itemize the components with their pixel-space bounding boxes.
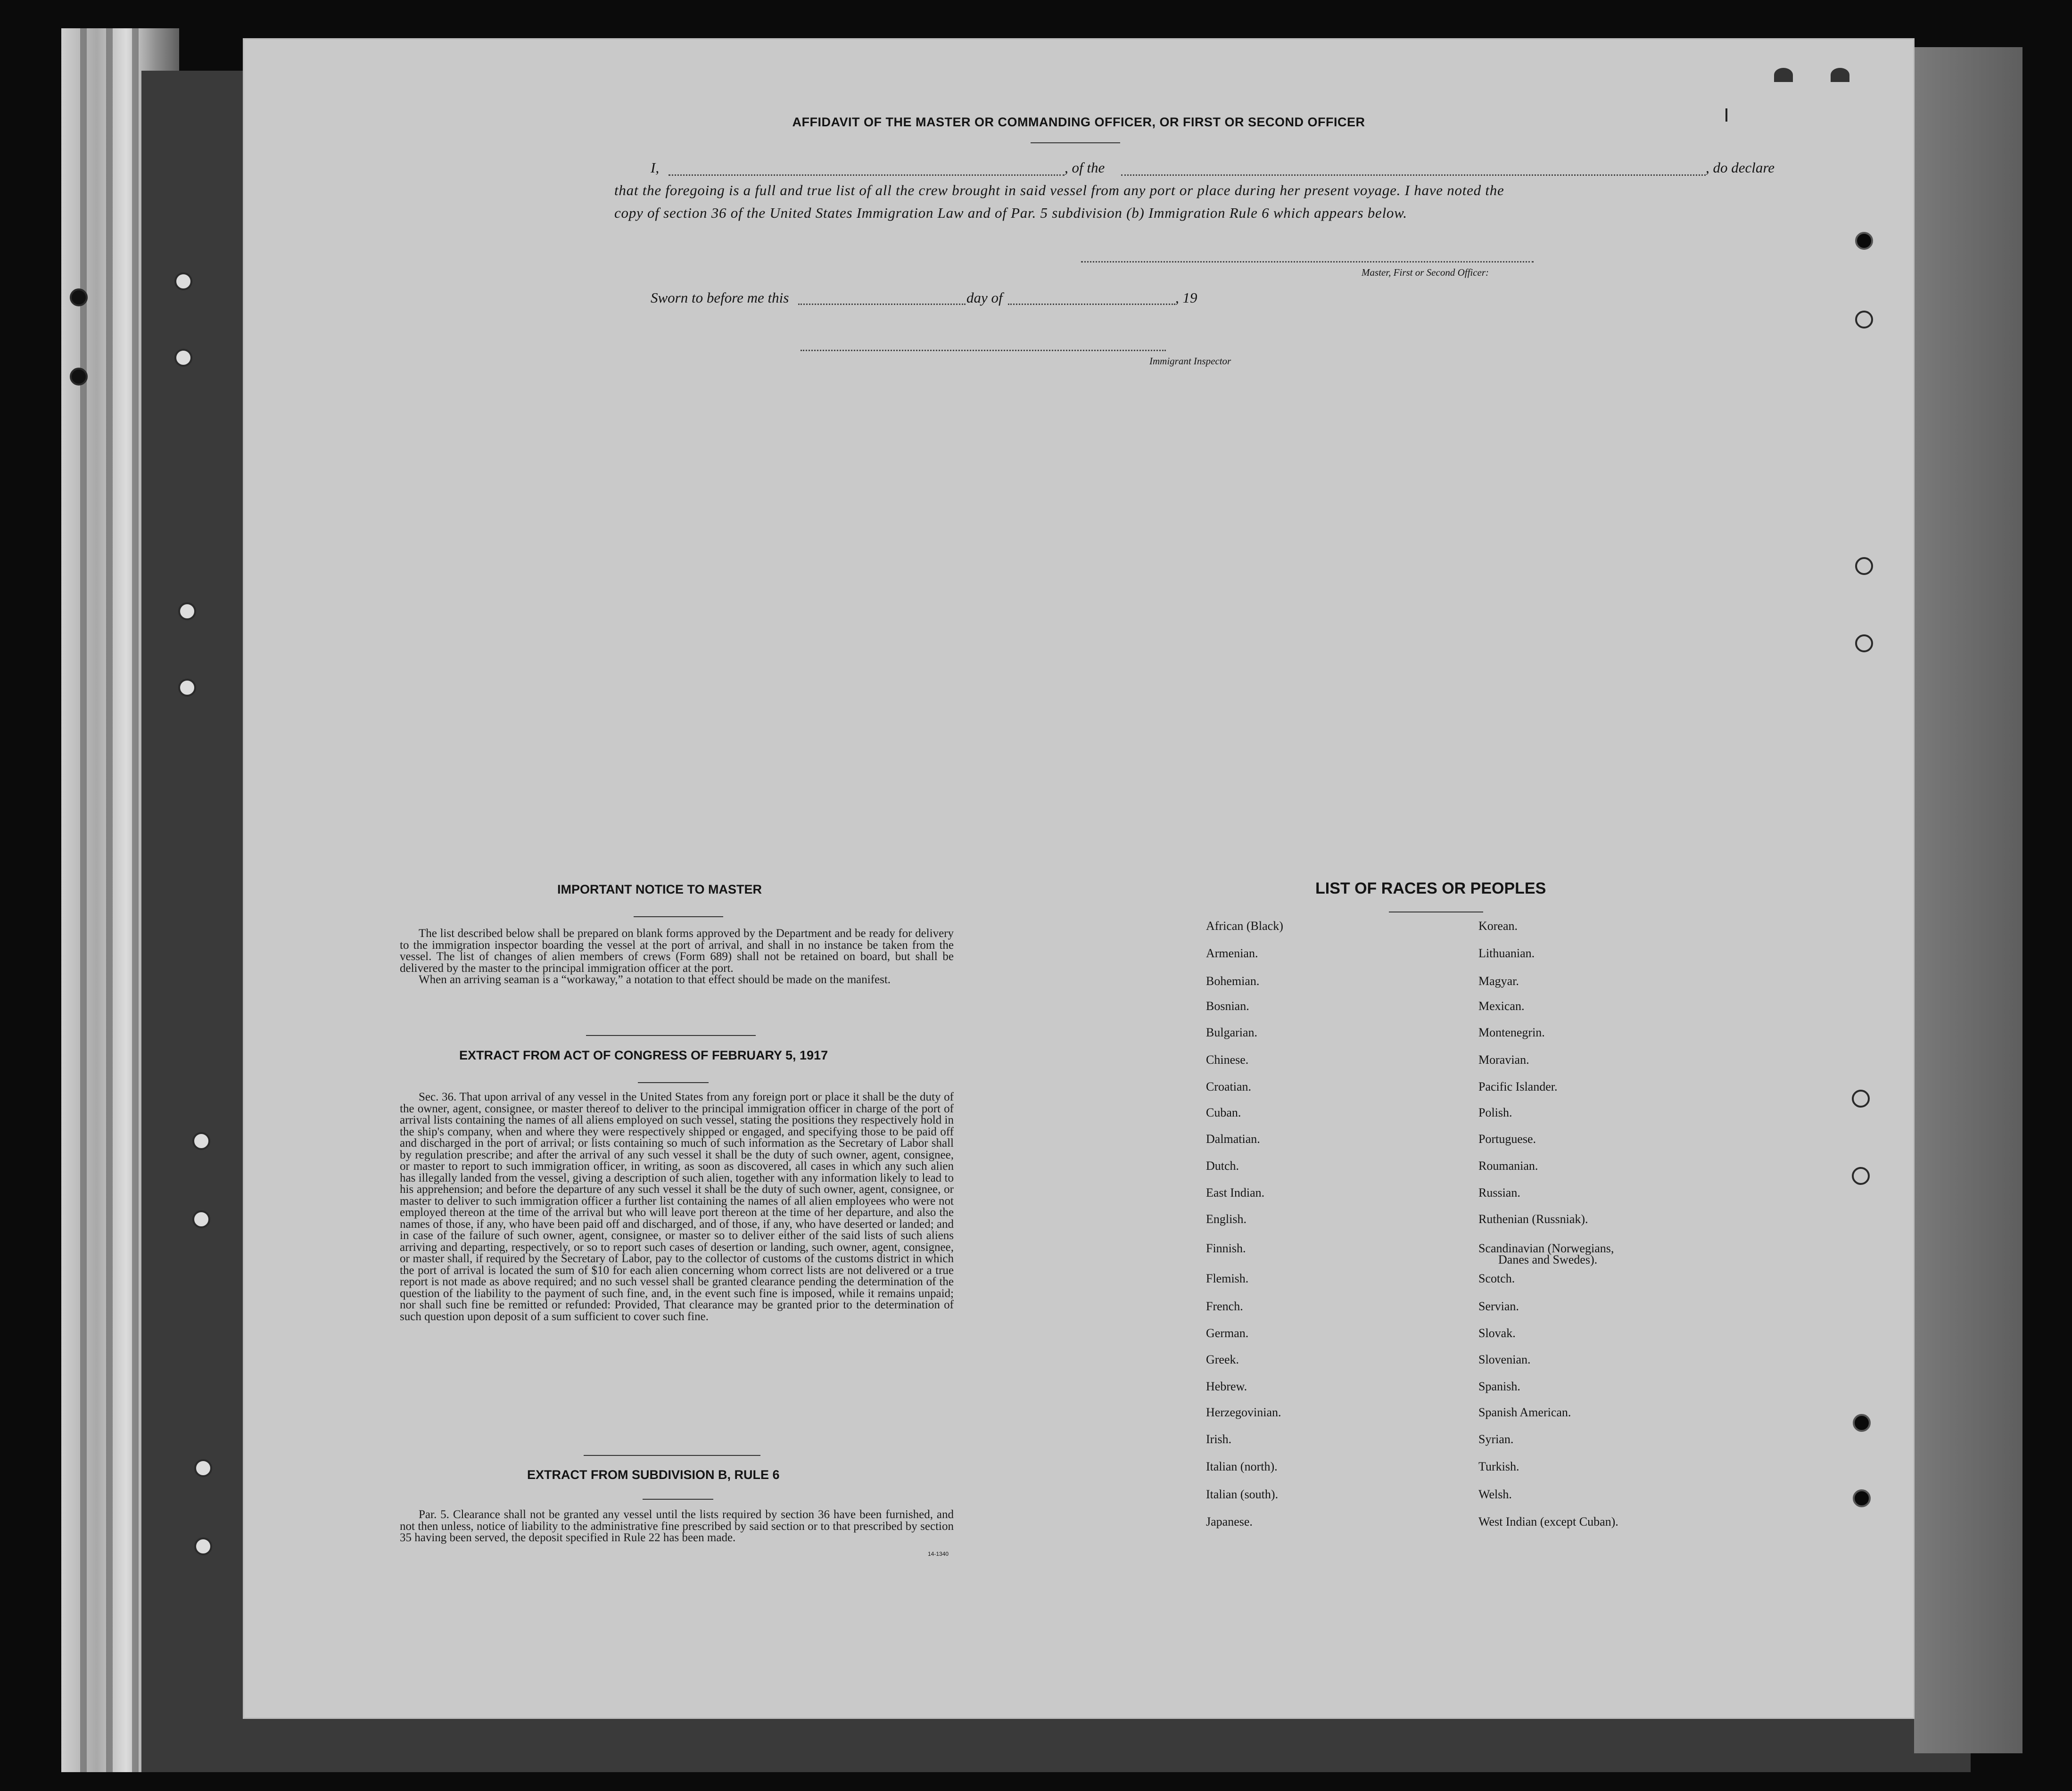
binder-hole (192, 1132, 210, 1150)
punch-hole (1852, 1167, 1870, 1185)
race-item-right: Spanish. (1478, 1380, 1520, 1393)
race-item-left: Dutch. (1206, 1159, 1239, 1173)
race-item-right: Portuguese. (1478, 1132, 1536, 1146)
race-item-right: Danes and Swedes). (1498, 1253, 1598, 1266)
race-item-right: Slovak. (1478, 1326, 1516, 1340)
document-page (244, 40, 1913, 1717)
race-item-left: Finnish. (1206, 1241, 1246, 1255)
corner-mark (1774, 68, 1793, 82)
sworn-label: Sworn to before me this (651, 289, 789, 306)
master-signature-blank[interactable] (1081, 261, 1534, 263)
race-item-left: Bohemian. (1206, 974, 1260, 988)
race-item-left: Greek. (1206, 1353, 1239, 1366)
sworn-year-label: , 19 (1175, 289, 1197, 306)
sworn-month-blank[interactable] (1008, 304, 1175, 305)
punch-hole (1855, 311, 1873, 329)
race-item-left: German. (1206, 1326, 1249, 1340)
race-item-left: Japanese. (1206, 1515, 1253, 1528)
race-item-left: Flemish. (1206, 1272, 1249, 1285)
race-item-left: African (Black) (1206, 919, 1283, 933)
notice-paragraph-2: When an arriving seaman is a “workaway,” a notation to that effect should be made on the manifest. (419, 973, 891, 986)
congress-extract-text (400, 1092, 954, 1323)
race-item-left: Bosnian. (1206, 999, 1249, 1013)
affidavit-line-2: that the foregoing is a full and true list of all the crew brought in said vessel from any port or place during her present voyage. I have noted the (614, 182, 1504, 198)
notice-end-rule (586, 1035, 756, 1036)
affidavit-i-label: I, (651, 159, 660, 176)
race-item-right: West Indian (except Cuban). (1478, 1515, 1618, 1528)
binder-hole (192, 1210, 210, 1228)
race-item-right: Mexican. (1478, 999, 1525, 1013)
race-item-right: Lithuanian. (1478, 946, 1535, 960)
master-caption: Master, First or Second Officer: (1362, 267, 1489, 278)
affidavit-do-declare: , do declare (1706, 159, 1775, 176)
race-item-left: Dalmatian. (1206, 1132, 1260, 1146)
race-item-left: Italian (south). (1206, 1487, 1279, 1501)
affidavit-title: AFFIDAVIT OF THE MASTER OR COMMANDING OFFICER, OR FIRST OR SECOND OFFICER (792, 115, 1365, 129)
affidavit-of-the-label: , of the (1065, 159, 1105, 176)
races-title: LIST OF RACES OR PEOPLES (1315, 879, 1546, 897)
inspector-caption: Immigrant Inspector (1149, 355, 1231, 367)
race-item-right: Ruthenian (Russniak). (1478, 1212, 1588, 1226)
punch-hole (1853, 1489, 1871, 1507)
binder-hole (178, 679, 196, 697)
race-item-left: Hebrew. (1206, 1380, 1247, 1393)
rule-extract-title: EXTRACT FROM SUBDIVISION B, RULE 6 (527, 1468, 780, 1482)
race-item-left: Armenian. (1206, 946, 1258, 960)
race-item-right: Korean. (1478, 919, 1518, 933)
affidavit-title-rule (1031, 142, 1120, 143)
punch-hole (1853, 1414, 1871, 1432)
punch-hole (1855, 232, 1873, 250)
punch-hole (1855, 634, 1873, 652)
race-item-right: Turkish. (1478, 1460, 1519, 1473)
race-item-left: Irish. (1206, 1432, 1232, 1446)
race-item-right: Welsh. (1478, 1487, 1512, 1501)
race-item-right: Pacific Islander. (1478, 1080, 1558, 1093)
par-5-text: Par. 5. Clearance shall not be granted any vessel until the lists required by section 36 have been furnished, and not then unless, notice of liability to the administrative fine prescribed by said section or to that prescribed by section 35 having been served, the deposit specified in Rule 22 has been made. (400, 1508, 954, 1544)
name-blank[interactable] (669, 174, 1065, 176)
inspector-signature-blank[interactable] (801, 350, 1166, 351)
rule-extract-rule (643, 1499, 713, 1500)
race-item-right: Slovenian. (1478, 1353, 1531, 1366)
race-item-left: Bulgarian. (1206, 1026, 1258, 1039)
race-item-left: East Indian. (1206, 1186, 1265, 1199)
binder-hole (70, 368, 88, 386)
sworn-day-blank[interactable] (798, 304, 966, 305)
vessel-blank[interactable] (1121, 174, 1706, 176)
race-item-right: Magyar. (1478, 974, 1519, 988)
race-item-right: Servian. (1478, 1299, 1519, 1313)
notice-rule (634, 916, 723, 917)
race-item-right: Scotch. (1478, 1272, 1515, 1285)
race-item-right: Montenegrin. (1478, 1026, 1545, 1039)
race-item-left: English. (1206, 1212, 1247, 1226)
race-item-right: Syrian. (1478, 1432, 1514, 1446)
rule-extract-text (400, 1509, 954, 1544)
race-item-left: Croatian. (1206, 1080, 1252, 1093)
notice-text (400, 928, 954, 986)
notice-paragraph-1: The list described below shall be prepared on blank forms approved by the Department and be ready for delivery to the immigration inspector boarding the vessel at the port of arrival, and shall in no instance be taken from the vessel. The list of changes of alien members of crews (Form 689) shall not be retained on board, but shall be delivered by the master to the principal immigration officer at the port. (400, 927, 954, 975)
race-item-left: Herzegovinian. (1206, 1405, 1281, 1419)
punch-hole (1852, 1090, 1870, 1108)
binder-hole (174, 272, 192, 290)
binder-hole (194, 1459, 212, 1477)
congress-extract-rule (638, 1082, 709, 1083)
race-item-left: Cuban. (1206, 1106, 1241, 1119)
binder-hole (70, 288, 88, 306)
race-item-right: Polish. (1478, 1106, 1512, 1119)
punch-hole (1855, 557, 1873, 575)
race-item-right: Russian. (1478, 1186, 1520, 1199)
binder-hole (194, 1537, 212, 1555)
congress-extract-title: EXTRACT FROM ACT OF CONGRESS OF FEBRUARY 5, 1917 (459, 1048, 828, 1062)
race-item-left: Italian (north). (1206, 1460, 1278, 1473)
binder-hole (174, 349, 192, 367)
race-item-right: Scandinavian (Norwegians, (1478, 1241, 1614, 1255)
race-item-left: French. (1206, 1299, 1243, 1313)
sworn-day-of-label: day of (966, 289, 1003, 306)
corner-mark (1831, 68, 1849, 82)
congress-end-rule (584, 1455, 760, 1456)
race-item-right: Moravian. (1478, 1053, 1529, 1067)
binder-hole (178, 602, 196, 620)
form-number: 14-1340 (928, 1551, 949, 1557)
race-item-right: Roumanian. (1478, 1159, 1538, 1173)
affidavit-line-3: copy of section 36 of the United States Immigration Law and of Par. 5 subdivision (b) Immigration Rule 6 which appears below. (614, 205, 1407, 221)
notice-title: IMPORTANT NOTICE TO MASTER (557, 882, 762, 896)
race-item-left: Chinese. (1206, 1053, 1249, 1067)
section-36-text: Sec. 36. That upon arrival of any vessel in the United States from any foreign port or place it shall be the duty of the owner, agent, consignee, or master thereof to deliver to the principal immigration officer in charge of the port of arrival lists containing the names of all aliens employed on such vessel, stating the positions they respectively hold in the ship's company, when and where they were respectively shipped or engaged, and specifying those to be paid off and discharged in the port of arrival; or lists containing so much of such information as the Secretary of Labor shall by regulation prescribe; and after the arrival of any such vessel it shall be the duty of such owner, agent, consignee, or master to report to such immigration officer, in writing, as soon as discovered, all cases in which any such alien has illegally landed from the vessel, giving a description of such alien, together with any information likely to lead to his apprehension; and before the departure of any such vessel it shall be the duty of such owner, agent, consignee, or master to deliver to such immigration officer a further list containing the names of all alien employees who were not employed thereon at the time of the arrival but who will leave port thereon at the time of her departure, and also the names of those, if any, who have been paid off and discharged, and of those, if any, who have deserted or landed; and in case of the failure of such owner, agent, consignee, or master so to deliver either of the said lists of such aliens arriving and departing, respectively, or so to report such cases of desertion or landing, such owner, agent, consignee, or master shall, if required by the Secretary of Labor, pay to the collector of customs of the customs district in which the port of arrival is located the sum of $10 for each alien concerning whom correct lists are not delivered or a true report is not made as above required; and no such vessel shall be granted clearance pending the determination of the question of the liability to the payment of such fine, and, in the event such fine is imposed, while it remains unpaid; nor shall such fine be remitted or refunded: Provided, That clearance may be granted prior to the determination of such question upon deposit of a sum sufficient to cover such fine. (400, 1091, 954, 1323)
right-backing-sheet (1914, 47, 2022, 1753)
race-item-right: Spanish American. (1478, 1405, 1571, 1419)
